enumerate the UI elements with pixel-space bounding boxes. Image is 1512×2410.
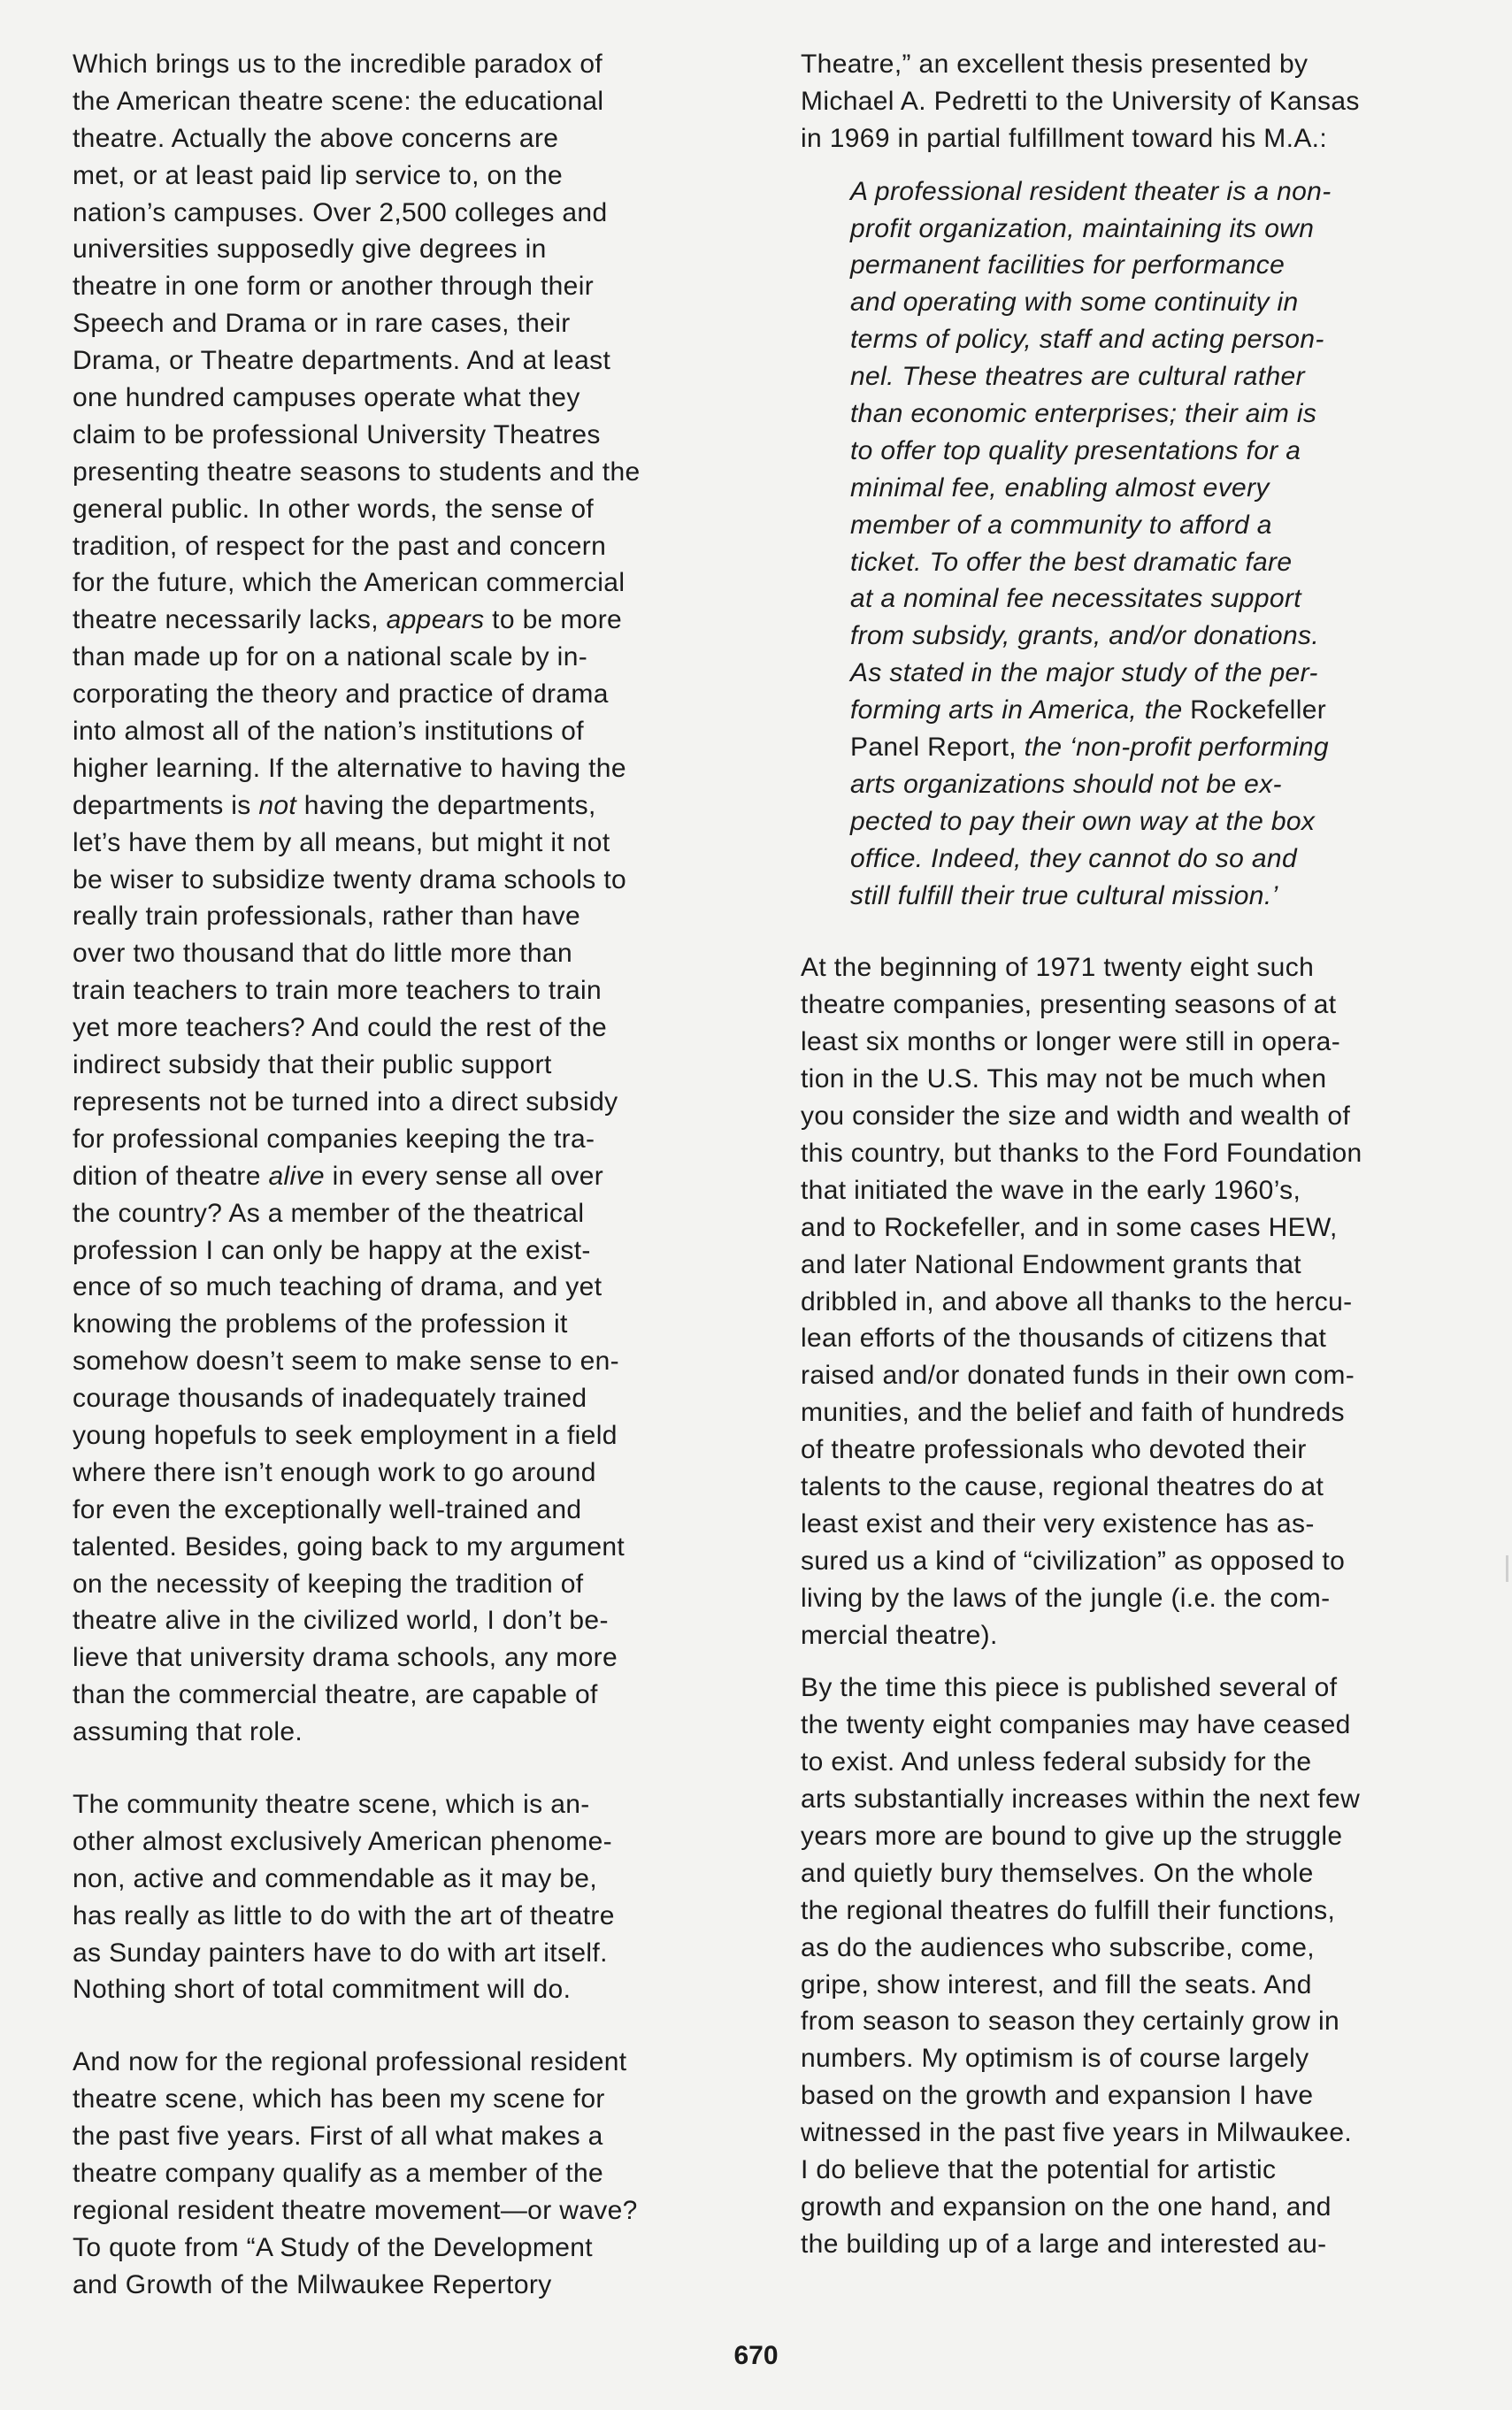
text-line: theatre scene, which has been my scene for [73, 2084, 605, 2115]
text-line: theatre in one form or another through their [73, 272, 595, 302]
paragraph-educational-theatre [73, 46, 749, 1751]
text-line: over two thousand that do little more than [73, 939, 573, 969]
text-line: higher learning. If the alternative to having the [73, 753, 626, 783]
text-line: from season to season they certainly grow in [801, 2007, 1340, 2037]
text-line: yet more teachers? And could the rest of the [73, 1013, 608, 1043]
text-line: ticket. To offer the best dramatic fare [850, 547, 1293, 577]
text-line: train teachers to train more teachers to train [73, 976, 602, 1006]
text-line: for the future, which the American commercial [73, 568, 626, 598]
text-line: and quietly bury themselves. On the whole [801, 1858, 1314, 1888]
text-line: that initiated the wave in the early 1960’s, [801, 1175, 1301, 1205]
text-line: assuming that role. [73, 1717, 303, 1747]
text-line: office. Indeed, they cannot do so and [850, 843, 1297, 873]
paragraph-publication [801, 1669, 1473, 2262]
text-line: witnessed in the past five years in Milwaukee. [801, 2118, 1353, 2148]
left-column [73, 46, 749, 2304]
text-line: living by the laws of the jungle (i.e. the com- [801, 1583, 1331, 1613]
text-line: still fulfill their true cultural mission.’ [850, 880, 1278, 910]
text-line: knowing the problems of the profession it [73, 1309, 568, 1339]
text-line: be wiser to subsidize twenty drama schools to [73, 864, 627, 894]
text-line: courage thousands of inadequately trained [73, 1384, 587, 1414]
text-line: To quote from “A Study of the Development [73, 2232, 593, 2262]
page-number: 670 [733, 2341, 779, 2370]
text-line: for even the exceptionally well-trained and [73, 1494, 582, 1524]
text-line: for professional companies keeping the tra- [73, 1124, 595, 1154]
text-line: as Sunday painters have to do with art itself. [73, 1938, 608, 1968]
text-line: general public. In other words, the sense of [73, 494, 595, 524]
text-line: of theatre professionals who devoted their [801, 1435, 1307, 1465]
text-line: theatre. Actually the above concerns are [73, 123, 559, 153]
text-line: and Growth of the Milwaukee Repertory [73, 2269, 552, 2299]
text-line: Panel Report, the ‘non-profit performing [850, 733, 1329, 763]
text-line: and to Rockefeller, and in some cases HEW, [801, 1212, 1338, 1242]
text-line: least exist and their very existence has as- [801, 1508, 1315, 1539]
text-line: the country? As a member of the theatrical [73, 1198, 585, 1228]
text-line: non, active and commendable as it may be, [73, 1863, 598, 1893]
text-line: to exist. And unless federal subsidy for the [801, 1747, 1312, 1777]
text-line: numbers. My optimism is of course largely [801, 2044, 1309, 2074]
text-line: As stated in the major study of the per- [850, 658, 1318, 688]
text-line: Which brings us to the incredible paradox of [73, 50, 603, 79]
text-line: arts substantially increases within the next few [801, 1784, 1361, 1815]
emphasis: not [258, 790, 297, 820]
text-line: has really as little to do with the art of theatre [73, 1900, 615, 1930]
text-line: permanent facilities for performance [850, 250, 1286, 280]
text-line: indirect subsidy that their public support [73, 1050, 552, 1080]
text-line: years more are bound to give up the struggle [801, 1821, 1343, 1851]
text-line: talents to the cause, regional theatres do at [801, 1471, 1324, 1501]
text-line: from subsidy, grants, and/or donations. [850, 621, 1320, 651]
right-column [801, 46, 1473, 2263]
text-line: profit organization, maintaining its own [850, 213, 1315, 243]
text-line: mercial theatre). [801, 1620, 998, 1650]
paragraph-community-theatre [73, 1786, 749, 2008]
text-line: this country, but thanks to the Ford Foundation [801, 1138, 1362, 1168]
text-line: And now for the regional professional resident [73, 2047, 627, 2077]
text-line: Drama, or Theatre departments. And at least [73, 346, 611, 376]
quote-lines [850, 766, 1473, 915]
text-line: let’s have them by all means, but might it not [73, 827, 610, 857]
text-line: at a nominal fee necessitates support [850, 584, 1301, 614]
text-line: raised and/or donated funds in their own com- [801, 1361, 1355, 1391]
text-line: met, or at least paid lip service to, on the [73, 160, 564, 190]
text-line: The community theatre scene, which is an- [73, 1789, 590, 1819]
text-line: than the commercial theatre, are capable of [73, 1680, 598, 1710]
text-line: the regional theatres do fulfill their functions, [801, 1895, 1336, 1925]
text-line: and later National Endowment grants that [801, 1249, 1301, 1279]
text-line: Theatre,” an excellent thesis presented by [801, 50, 1309, 79]
text-line: sured us a kind of “civilization” as opposed to [801, 1546, 1346, 1576]
text-line: tion in the U.S. This may not be much when [801, 1064, 1327, 1094]
text-line: universities supposedly give degrees in [73, 234, 547, 265]
paragraph-1971-companies [801, 949, 1473, 1654]
text-line: At the beginning of 1971 twenty eight such [801, 953, 1315, 983]
text-line: represents not be turned into a direct subsidy [73, 1086, 618, 1117]
text-line: profession I can only be happy at the exist- [73, 1235, 591, 1265]
scan-edge-mark [1506, 1555, 1508, 1582]
text-line: somehow doesn’t seem to make sense to en- [73, 1347, 619, 1377]
text-line: nel. These theatres are cultural rather [850, 362, 1305, 392]
text-line: on the necessity of keeping the tradition of [73, 1569, 584, 1599]
text-line: presenting theatre seasons to students and the [73, 457, 641, 487]
text-line: member of a community to afford a [850, 510, 1272, 540]
text-line: into almost all of the nation’s institutions of [73, 717, 584, 747]
text-line: nation’s campuses. Over 2,500 colleges and [73, 197, 608, 227]
text-line: based on the growth and expansion I have [801, 2081, 1314, 2111]
text-line: as do the audiences who subscribe, come, [801, 1932, 1315, 1962]
text-line: dition of theatre alive in every sense all over [73, 1161, 604, 1191]
text-line: you consider the size and width and wealth of [801, 1101, 1351, 1132]
text-line: By the time this piece is published several of [801, 1673, 1338, 1703]
paragraph-lines [73, 1195, 749, 1751]
paragraph-regional-theatre [73, 2044, 749, 2303]
paragraph-lines [73, 825, 749, 1158]
text-line: theatre companies, presenting seasons of at [801, 990, 1337, 1020]
text-line: other almost exclusively American phenome- [73, 1826, 612, 1856]
text-line: really train professionals, rather than have [73, 902, 581, 932]
text-line: theatre alive in the civilized world, I don’t be- [73, 1606, 609, 1636]
quote-lines [850, 173, 1473, 729]
text-line: ence of so much teaching of drama, and yet [73, 1272, 602, 1302]
text-line: minimal fee, enabling almost every [850, 472, 1270, 503]
text-line: forming arts in America, the Rockefeller [850, 695, 1327, 725]
text-line: the past five years. First of all what makes a [73, 2122, 603, 2152]
text-line: young hopefuls to seek employment in a field [73, 1420, 618, 1450]
emphasis: alive [268, 1161, 325, 1191]
text-line: Speech and Drama or in rare cases, their [73, 309, 571, 339]
text-line: tradition, of respect for the past and concern [73, 531, 607, 561]
text-line: I do believe that the potential for artistic [801, 2154, 1277, 2184]
text-line: to offer top quality presentations for a [850, 435, 1301, 465]
text-line: growth and expansion on the one hand, and [801, 2191, 1332, 2222]
text-line: lieve that university drama schools, any more [73, 1643, 618, 1673]
text-line: lean efforts of the thousands of citizens that [801, 1324, 1327, 1354]
text-line: regional resident theatre movement—or wave? [73, 2195, 638, 2225]
text-line: A professional resident theater is a non- [850, 176, 1332, 206]
text-line: least six months or longer were still in opera- [801, 1027, 1341, 1057]
text-line: Michael A. Pedretti to the University of Kansas [801, 86, 1360, 116]
paragraph-lines [73, 46, 749, 602]
text-line: talented. Besides, going back to my argument [73, 1531, 626, 1562]
text-line: one hundred campuses operate what they [73, 383, 580, 413]
text-line: than economic enterprises; their aim is [850, 399, 1317, 429]
text-line: and operating with some continuity in [850, 288, 1299, 318]
text-line: dribbled in, and above all thanks to the hercu- [801, 1286, 1353, 1316]
text-line: than made up for on a national scale by in- [73, 642, 588, 672]
text-line: where there isn’t enough work to go around [73, 1457, 596, 1487]
paragraph-thesis-intro [801, 46, 1473, 157]
emphasis: appears [386, 605, 485, 635]
text-line: departments is not having the departments, [73, 790, 596, 820]
block-quote [801, 173, 1473, 915]
text-line: theatre necessarily lacks, appears to be more [73, 605, 623, 635]
text-line: terms of policy, staff and acting person- [850, 325, 1324, 355]
text-line: arts organizations should not be ex- [850, 769, 1282, 799]
text-line: in 1969 in partial fulfillment toward his M.A.: [801, 123, 1328, 153]
text-line: pected to pay their own way at the box [850, 806, 1316, 836]
paragraph-lines [73, 639, 749, 787]
text-line: the twenty eight companies may have ceased [801, 1710, 1351, 1740]
text-line: Nothing short of total commitment will do. [73, 1975, 572, 2005]
text-line: the American theatre scene: the educational [73, 86, 604, 116]
text-line: corporating the theory and practice of drama [73, 679, 609, 710]
text-line: theatre company qualify as a member of the [73, 2158, 604, 2188]
text-line: gripe, show interest, and fill the seats. And [801, 1969, 1312, 1999]
text-line: munities, and the belief and faith of hundreds [801, 1398, 1345, 1428]
text-line: claim to be professional University Theatres [73, 419, 601, 449]
text-line: the building up of a large and interested au- [801, 2229, 1327, 2259]
